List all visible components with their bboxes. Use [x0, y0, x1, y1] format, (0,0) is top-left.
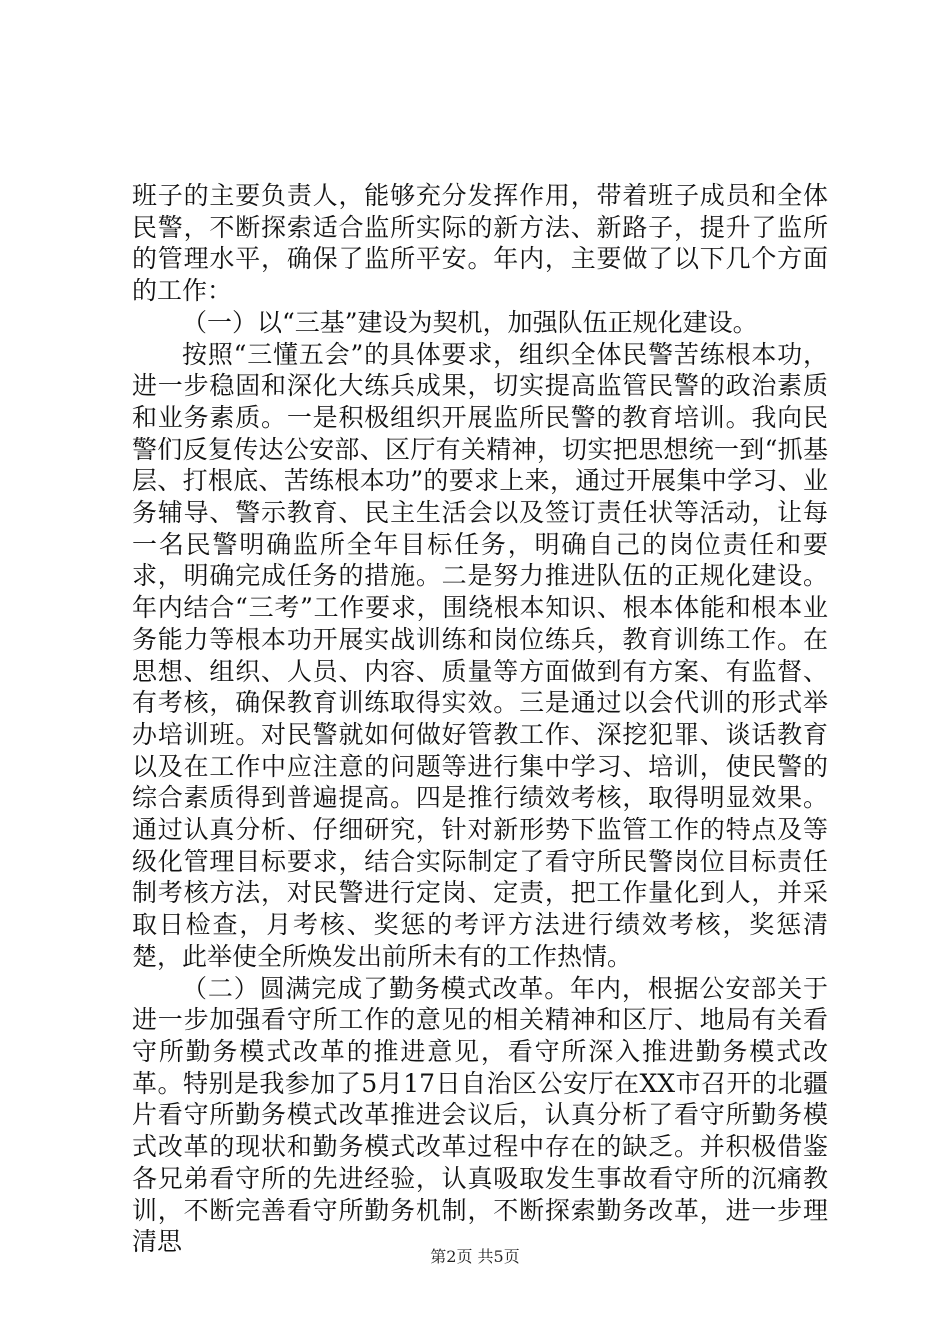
page-footer [0, 1247, 950, 1267]
paragraph-intro-continuation: 班子的主要负责人，能够充分发挥作用，带着班子成员和全体民警，不断探索适合监所实际的新方法、新路子，提升了监所的管理水平，确保了监所平安。年内，主要做了以下几个方面的工作： [132, 181, 828, 306]
page-number-label: 第2页 共5页 [430, 1247, 520, 1266]
section-heading-one: （一）以“三基”建设为契机，加强队伍正规化建设。 [182, 307, 758, 337]
document-body [132, 180, 828, 1258]
paragraph-team-building: 按照“三懂五会”的具体要求，组织全体民警苦练根本功，进一步稳固和深化大练兵成果，切实提高监管民警的政治素质和业务素质。一是积极组织开展监所民警的教育培训。我向民警们反复传达公安部、区厅有关精神，切实把思想统一到“抓基层、打根底、苦练根本功”的要求上来，通过开展集中学习、业务辅导、警示教育、民主生活会以及签订责任状等活动，让每一名民警明确监所全年目标任务，明确自己的岗位责任和要求，明确完成任务的措施。二是努力推进队伍的正规化建设。年内结合“三考”工作要求，围绕根本知识、根本体能和根本业务能力等根本功开展实战训练和岗位练兵，教育训练工作。在思想、组织、人员、内容、质量等方面做到有方案、有监督、有考核，确保教育训练取得实效。三是通过以会代训的形式举办培训班。对民警就如何做好管教工作、深挖犯罪、谈话教育以及在工作中应注意的问题等进行集中学习、培训，使民警的综合素质得到普遍提高。四是推行绩效考核，取得明显效果。通过认真分析、仔细研究，针对新形势下监管工作的特点及等级化管理目标要求，结合实际制定了看守所民警岗位目标责任制考核方法，对民警进行定岗、定责，把工作量化到人，并采取日检查，月考核、奖惩的考评方法进行绩效考核，奖惩清楚，此举使全所焕发出前所未有的工作热情。 [132, 339, 828, 971]
paragraph-duty-reform: （二）圆满完成了勤务模式改革。年内，根据公安部关于进一步加强看守所工作的意见的相关精神和区厅、地局有关看守所勤务模式改革的推进意见，看守所深入推进勤务模式改革。特别是我参加了5月17日自治区公安厅在XX市召开的北疆片看守所勤务模式改革推进会议后，认真分析了看守所勤务模式改革的现状和勤务模式改革过程中存在的缺乏。并积极借鉴各兄弟看守所的先进经验，认真吸取发生事故看守所的沉痛教训，不断完善看守所勤务机制，不断探索勤务改革，进一步理清思 [132, 973, 828, 1257]
